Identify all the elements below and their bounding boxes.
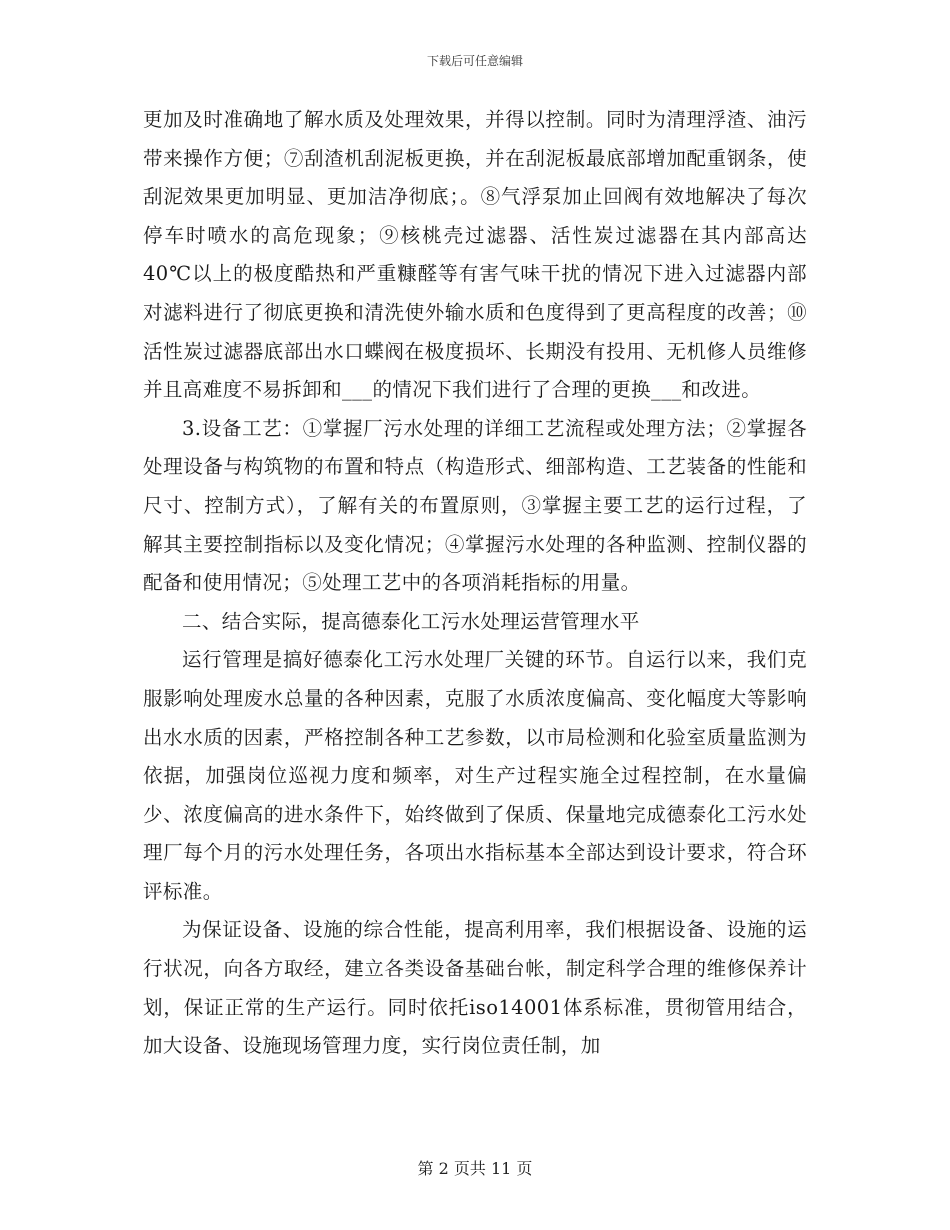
page-footer: 第 2 页共 11 页: [417, 1159, 533, 1178]
page-header: 下载后可任意编辑: [426, 54, 523, 68]
paragraph-2: 3.设备工艺：①掌握厂污水处理的详细工艺流程或处理方法；②掌握各处理设备与构筑物的布置和特点（构造形式、细部构造、工艺装备的性能和尺寸、控制方式），了解有关的布置原则，③掌握主要工艺的运行过程，了解其主要控制指标以及变化情况；④掌握污水处理的各种监测、控制仪器的配备和使用情况；⑤处理工艺中的各项消耗指标的用量。: [143, 416, 807, 595]
paragraph-3: 运行管理是搞好德泰化工污水处理厂关键的环节。自运行以来，我们克服影响处理废水总量的各种因素，克服了水质浓度偏高、变化幅度大等影响出水水质的因素，严格控制各种工艺参数，以市局检测和化验室质量监测为依据，加强岗位巡视力度和频率，对生产过程实施全过程控制，在水量偏少、浓度偏高的进水条件下，始终做到了保质、保量地完成德泰化工污水处理厂每个月的污水处理任务，各项出水指标基本全部达到设计要求，符合环评标准。: [143, 648, 807, 903]
document-body: [143, 101, 807, 1066]
paragraph-1: 更加及时准确地了解水质及处理效果，并得以控制。同时为清理浮渣、油污带来操作方便；⑦刮渣机刮泥板更换，并在刮泥板最底部增加配重钢条，使刮泥效果更加明显、更加洁净彻底；。⑧气浮泵加止回阀有效地解决了每次停车时喷水的高危现象；⑨核桃壳过滤器、活性炭过滤器在其内部高达40℃以上的极度酷热和严重糠醛等有害气味干扰的情况下进入过滤器内部对滤料进行了彻底更换和清洗使外输水质和色度得到了更高程度的改善；⑩活性炭过滤器底部出水口蝶阀在极度损坏、长期没有投用、无机修人员维修并且高难度不易拆卸和___的情况下我们进行了合理的更换___和改进。: [143, 108, 807, 402]
section-heading: 二、结合实际，提高德泰化工污水处理运营管理水平: [182, 609, 640, 633]
paragraph-4: 为保证设备、设施的综合性能，提高利用率，我们根据设备、设施的运行状况，向各方取经，建立各类设备基础台帐，制定科学合理的维修保养计划，保证正常的生产运行。同时依托iso14001体系标准，贯彻管用结合，加大设备、设施现场管理力度，实行岗位责任制，加: [143, 918, 807, 1058]
